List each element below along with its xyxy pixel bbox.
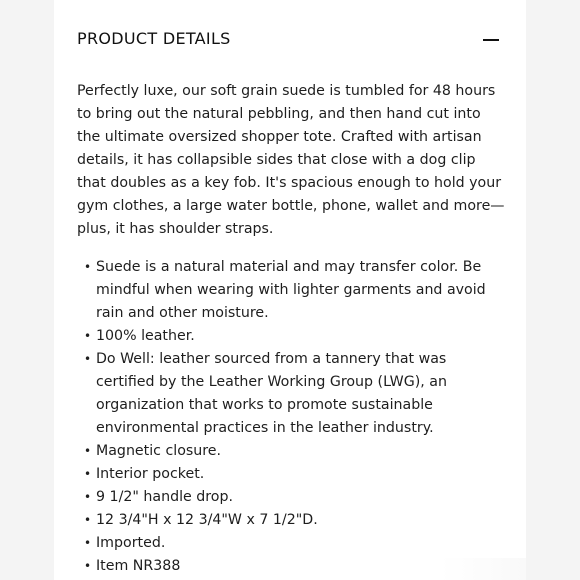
feature-text: Item NR388 bbox=[96, 558, 181, 574]
list-item bbox=[77, 325, 487, 348]
collapse-button[interactable] bbox=[479, 28, 503, 50]
feature-text: Magnetic closure. bbox=[96, 443, 222, 459]
list-item bbox=[77, 532, 487, 555]
bullet-icon: • bbox=[84, 490, 92, 504]
list-item bbox=[77, 256, 487, 325]
feature-text: Interior pocket. bbox=[96, 466, 205, 482]
list-item bbox=[77, 555, 487, 578]
list-item bbox=[77, 463, 487, 486]
minus-icon bbox=[483, 39, 499, 41]
feature-text: 12 3/4"H x 12 3/4"W x 7 1/2"D. bbox=[96, 512, 318, 528]
bullet-icon: • bbox=[84, 559, 92, 573]
bullet-icon: • bbox=[84, 513, 92, 527]
bullet-icon: • bbox=[84, 329, 92, 343]
bullet-icon: • bbox=[84, 444, 92, 458]
section-title: PRODUCT DETAILS bbox=[77, 29, 231, 48]
list-item bbox=[77, 440, 487, 463]
feature-text: Do Well: leather sourced from a tannery that was certified by the Leather Working Group (LWG), an organization that works to promote sustainable environmental practices in the leather industry. bbox=[96, 351, 447, 436]
feature-text: Suede is a natural material and may transfer color. Be mindful when wearing with lighter garments and avoid rain and other moisture. bbox=[96, 259, 486, 321]
list-item bbox=[77, 348, 487, 440]
feature-text: 9 1/2" handle drop. bbox=[96, 489, 233, 505]
feature-list bbox=[77, 256, 487, 578]
bullet-icon: • bbox=[84, 536, 92, 550]
bullet-icon: • bbox=[84, 467, 92, 481]
bullet-icon: • bbox=[84, 352, 92, 366]
list-item bbox=[77, 509, 487, 532]
section-header[interactable] bbox=[77, 28, 505, 52]
bullet-icon: • bbox=[84, 260, 92, 274]
product-description: Perfectly luxe, our soft grain suede is tumbled for 48 hours to bring out the natural pebbling, and then hand cut into the ultimate oversized shopper tote. Crafted with artisan details, it has collapsible sides that close with a dog clip that doubles as a key fob. It's spacious enough to hold your gym clothes, a large water bottle, phone, wallet and more—plus, it has shoulder straps. bbox=[77, 83, 505, 237]
feature-text: Imported. bbox=[96, 535, 166, 551]
list-item bbox=[77, 486, 487, 509]
feature-text: 100% leather. bbox=[96, 328, 195, 344]
